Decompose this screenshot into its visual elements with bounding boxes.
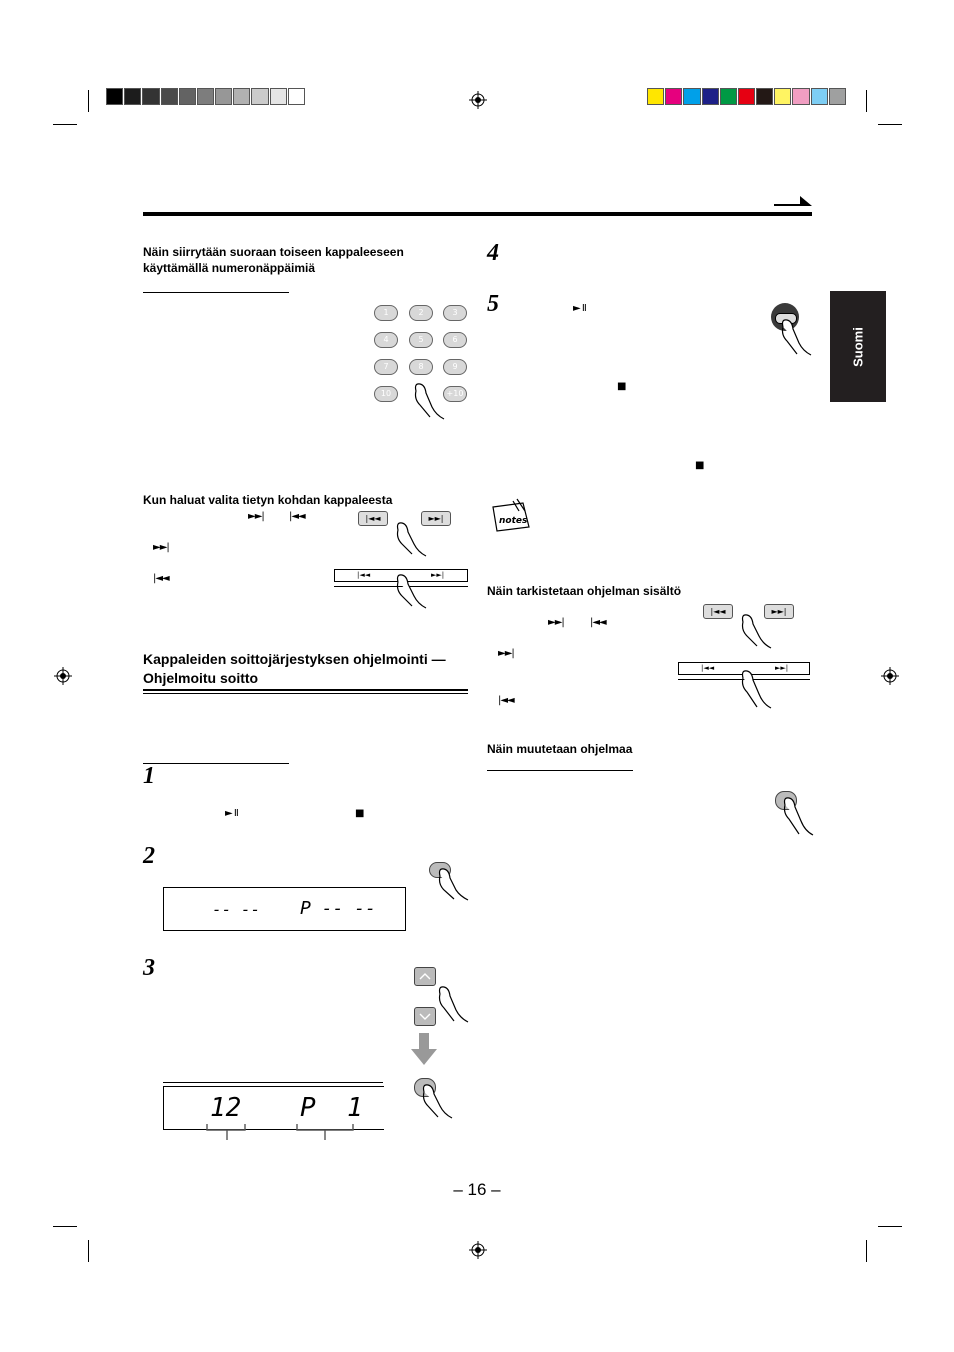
- next-skip-symbol: ►►|: [153, 542, 169, 553]
- finger-press-icon: [777, 317, 817, 357]
- finger-press-icon: [418, 1082, 456, 1120]
- play-pause-symbol: ► II: [225, 808, 238, 819]
- check-program-heading: Näin tarkistetaan ohjelman sisältö: [487, 584, 682, 598]
- crop-mark: [878, 124, 902, 125]
- down-button[interactable]: [414, 1007, 436, 1026]
- color-swatch: [665, 88, 682, 105]
- keypad-button-9[interactable]: 9: [443, 359, 467, 375]
- down-arrow-icon: [411, 1033, 437, 1065]
- step-number-5: 5: [487, 291, 499, 317]
- crop-mark: [88, 1240, 89, 1262]
- gray-scale-swatch: [288, 88, 305, 105]
- keypad-button-8[interactable]: 8: [409, 359, 433, 375]
- up-button[interactable]: [414, 967, 436, 986]
- keypad-button-1[interactable]: 1: [374, 305, 398, 321]
- finger-press-icon: [434, 984, 472, 1024]
- section-underline: [143, 763, 289, 764]
- color-swatch: [683, 88, 700, 105]
- finger-press-icon: [392, 572, 432, 610]
- gray-scale-swatch: [233, 88, 250, 105]
- section-underline: [487, 770, 633, 771]
- color-swatch: [702, 88, 719, 105]
- next-skip-symbol: ►►|: [248, 511, 264, 522]
- crop-mark: [53, 1226, 77, 1227]
- color-swatch: [756, 88, 773, 105]
- chevron-up-icon: [415, 968, 435, 985]
- keypad-button-plus10[interactable]: +10: [443, 386, 467, 402]
- registration-target-icon: [881, 667, 899, 685]
- finger-press-icon: [434, 866, 472, 902]
- finger-press-icon: [737, 612, 777, 650]
- keypad-button-7[interactable]: 7: [374, 359, 398, 375]
- crop-mark: [878, 1226, 902, 1227]
- program-title-rule-thin: [143, 693, 468, 694]
- color-swatch: [738, 88, 755, 105]
- crop-mark: [866, 90, 867, 112]
- chevron-down-icon: [415, 1008, 435, 1025]
- next-skip-symbol: ►►|: [498, 648, 514, 659]
- stop-symbol: ■: [695, 460, 704, 471]
- finger-press-icon: [392, 520, 432, 558]
- step-number-3: 3: [143, 955, 155, 981]
- display-track-value: -- --: [212, 900, 261, 919]
- gray-scale-swatch: [215, 88, 232, 105]
- step-number-1: 1: [143, 763, 155, 789]
- color-swatch: [811, 88, 828, 105]
- prev-skip-symbol: |◄◄: [498, 695, 514, 706]
- gray-scale-swatch: [106, 88, 123, 105]
- numeric-keypad: [370, 303, 470, 408]
- header-rule: [143, 212, 812, 216]
- right-arrow-icon: [774, 192, 812, 210]
- language-tab-label: Suomi: [850, 326, 866, 367]
- keypad-button-4[interactable]: 4: [374, 332, 398, 348]
- gray-scale-swatch: [179, 88, 196, 105]
- keypad-button-2[interactable]: 2: [409, 305, 433, 321]
- play-pause-symbol: ► II: [573, 303, 586, 314]
- color-swatch: [829, 88, 846, 105]
- program-play-title: Kappaleiden soittojärjestyksen ohjelmointi —Ohjelmoitu soitto: [143, 651, 446, 686]
- gray-scale-swatch: [142, 88, 159, 105]
- step-number-2: 2: [143, 843, 155, 869]
- keypad-button-10[interactable]: 10: [374, 386, 398, 402]
- display-top-line: [163, 1082, 383, 1083]
- finger-press-icon: [410, 381, 450, 421]
- registration-target-icon: [469, 1241, 487, 1259]
- program-title-rule: [143, 689, 468, 691]
- display-program-value: P -- --: [300, 898, 376, 919]
- registration-target-icon: [469, 91, 487, 109]
- direct-select-heading: Näin siirrytään suoraan toiseen kappaleeseen käyttämällä numeronäppäimiä: [143, 245, 404, 275]
- display-track-value: 12: [210, 1093, 242, 1123]
- color-bar: [647, 88, 847, 105]
- display-program-value: P 1: [300, 1093, 363, 1123]
- crop-mark: [53, 124, 77, 125]
- change-program-heading: Näin muutetaan ohjelmaa: [487, 742, 633, 756]
- position-search-heading: Kun haluat valita tietyn kohdan kappaleesta: [143, 493, 393, 507]
- prev-skip-symbol: |◄◄: [289, 511, 305, 522]
- finger-press-icon: [779, 795, 817, 837]
- next-skip-button[interactable]: ►►|: [764, 604, 794, 619]
- keypad-button-3[interactable]: 3: [443, 305, 467, 321]
- color-swatch: [647, 88, 664, 105]
- gray-scale-swatch: [270, 88, 287, 105]
- program-display-empty: [163, 887, 406, 931]
- crop-mark: [88, 90, 89, 112]
- prev-skip-button[interactable]: |◄◄: [703, 604, 733, 619]
- prev-skip-button[interactable]: |◄◄: [358, 511, 388, 526]
- page-number: – 16 –: [453, 1180, 501, 1199]
- step-number-4: 4: [487, 240, 499, 266]
- registration-target-icon: [54, 667, 72, 685]
- section-underline: [143, 292, 289, 293]
- color-swatch: [774, 88, 791, 105]
- next-skip-symbol: ►►|: [548, 617, 564, 628]
- gray-scale-swatch: [124, 88, 141, 105]
- crop-mark: [866, 1240, 867, 1262]
- color-swatch: [792, 88, 809, 105]
- next-skip-button[interactable]: ►►|: [421, 511, 451, 526]
- keypad-button-6[interactable]: 6: [443, 332, 467, 348]
- unit-skip-bar[interactable]: |◄◄ ►►|: [678, 662, 810, 675]
- gray-scale-swatch: [251, 88, 268, 105]
- stop-symbol: ■: [355, 808, 364, 819]
- notes-icon: [489, 497, 533, 533]
- display-brackets: [205, 1124, 357, 1140]
- gray-scale-swatch: [197, 88, 214, 105]
- stop-symbol: ■: [617, 381, 626, 392]
- unit-skip-bar[interactable]: |◄◄ ►►|: [334, 569, 468, 582]
- svg-text:notes: notes: [499, 516, 528, 526]
- finger-press-icon: [737, 668, 777, 710]
- gray-scale-swatch: [161, 88, 178, 105]
- gray-scale-bar: [106, 88, 306, 105]
- prev-skip-symbol: |◄◄: [590, 617, 606, 628]
- language-tab: [830, 291, 886, 402]
- color-swatch: [720, 88, 737, 105]
- prev-skip-symbol: |◄◄: [153, 573, 169, 584]
- keypad-button-5[interactable]: 5: [409, 332, 433, 348]
